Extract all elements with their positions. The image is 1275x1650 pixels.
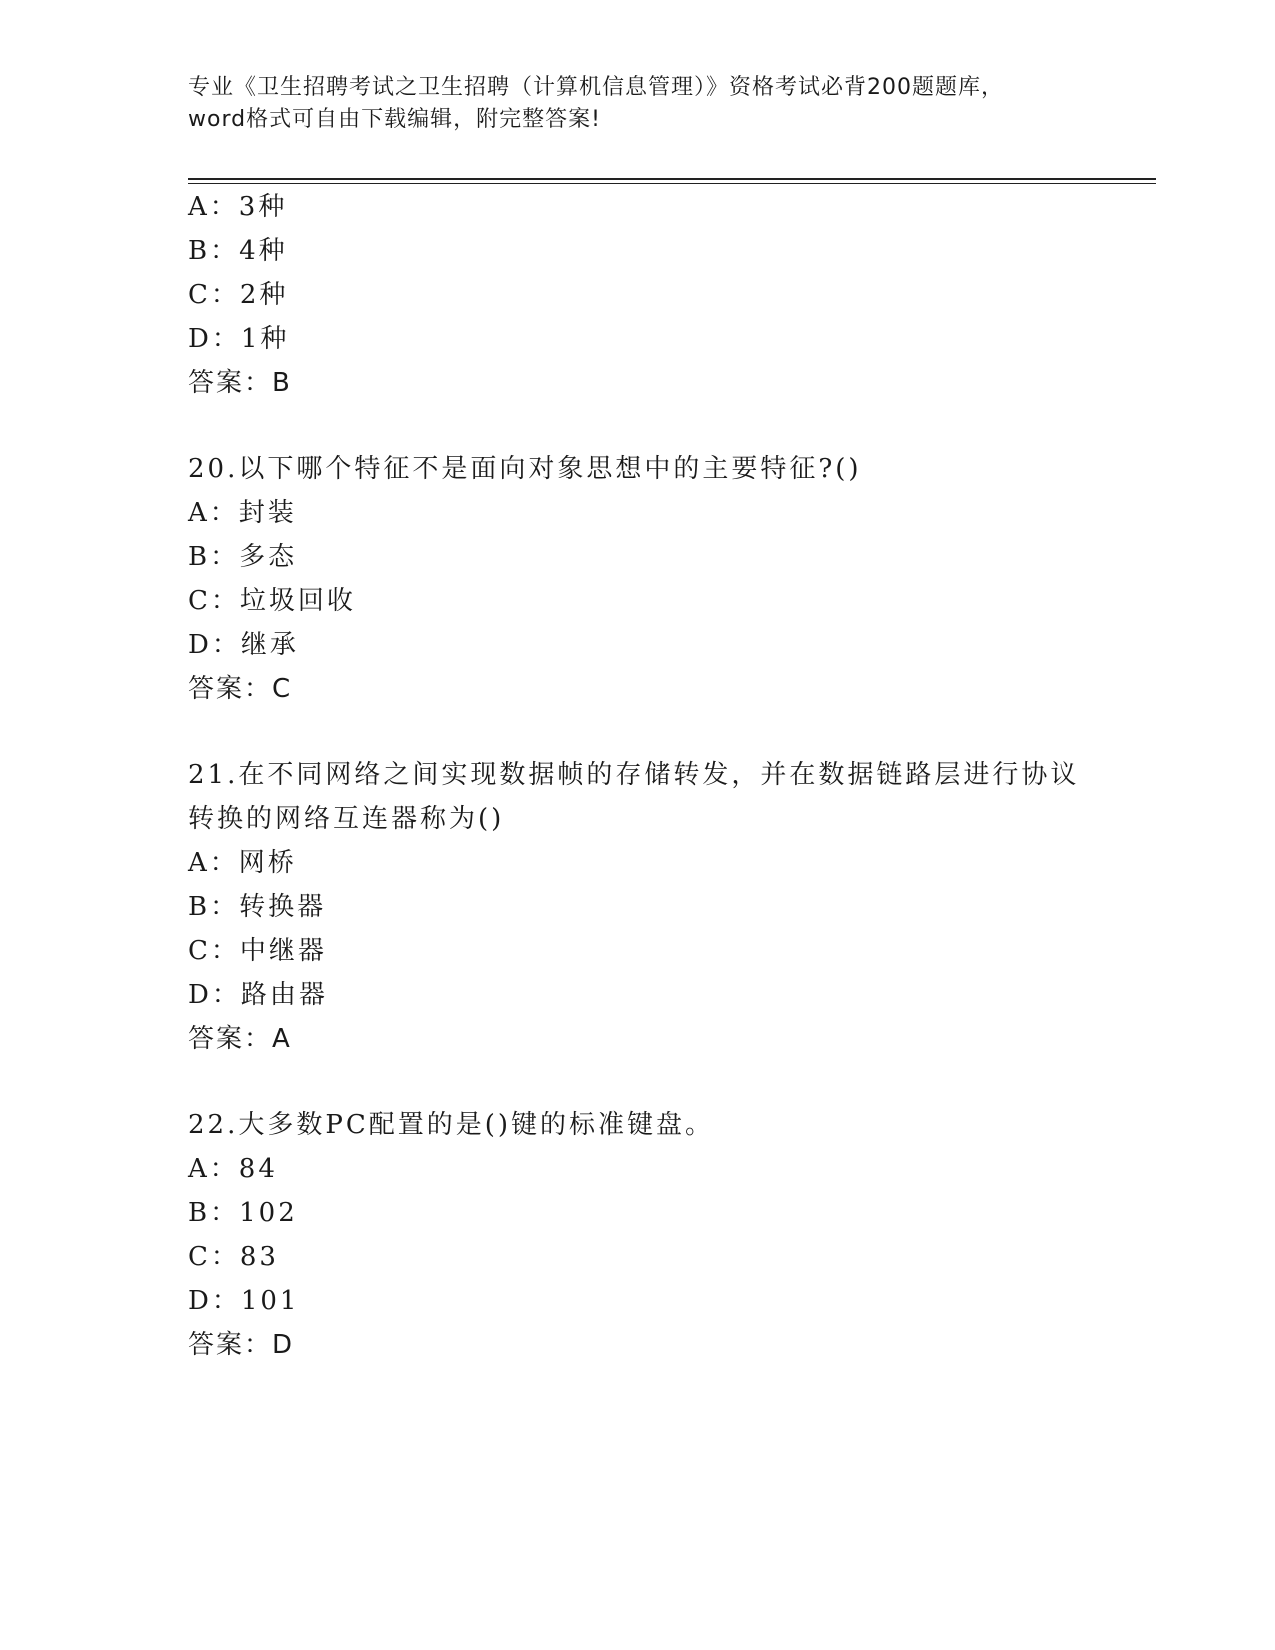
q21-option-d: D：路由器 — [188, 980, 328, 1010]
q20-option-a: A：封装 — [188, 498, 297, 528]
q22-answer: 答案：D — [188, 1330, 295, 1360]
q20-option-b: B：多态 — [188, 542, 298, 572]
header-divider-thick — [188, 178, 1156, 180]
q20-option-c: C：垃圾回收 — [188, 586, 356, 616]
q19-option-a: A：3种 — [188, 192, 288, 222]
q20-answer: 答案：C — [188, 674, 293, 704]
q21-option-b: B：转换器 — [188, 892, 327, 922]
q22-option-c: C：83 — [188, 1242, 279, 1272]
q21-question-line-1: 21.在不同网络之间实现数据帧的存储转发，并在数据链路层进行协议 — [188, 760, 1080, 790]
q20-option-d: D：继承 — [188, 630, 299, 660]
header-title-line-1: 专业《卫生招聘考试之卫生招聘（计算机信息管理）》资格考试必背200题题库， — [188, 75, 1004, 100]
header-divider-thin — [188, 183, 1156, 184]
q22-question: 22.大多数PC配置的是()键的标准键盘。 — [188, 1110, 715, 1140]
q19-option-d: D：1种 — [188, 324, 290, 354]
q22-option-a: A：84 — [188, 1154, 278, 1184]
q21-option-a: A：网桥 — [188, 848, 297, 878]
q20-question: 20.以下哪个特征不是面向对象思想中的主要特征?() — [188, 454, 862, 484]
q22-option-b: B：102 — [188, 1198, 298, 1228]
q19-answer: 答案：B — [188, 368, 292, 398]
q21-question-line-2: 转换的网络互连器称为() — [188, 804, 505, 834]
q21-answer: 答案：A — [188, 1024, 292, 1054]
q21-option-c: C：中继器 — [188, 936, 327, 966]
q19-option-c: C：2种 — [188, 280, 289, 310]
q19-option-b: B：4种 — [188, 236, 288, 266]
header-title-line-2: word格式可自由下载编辑，附完整答案! — [188, 107, 601, 132]
q22-option-d: D：101 — [188, 1286, 300, 1316]
document-header — [188, 72, 1088, 136]
